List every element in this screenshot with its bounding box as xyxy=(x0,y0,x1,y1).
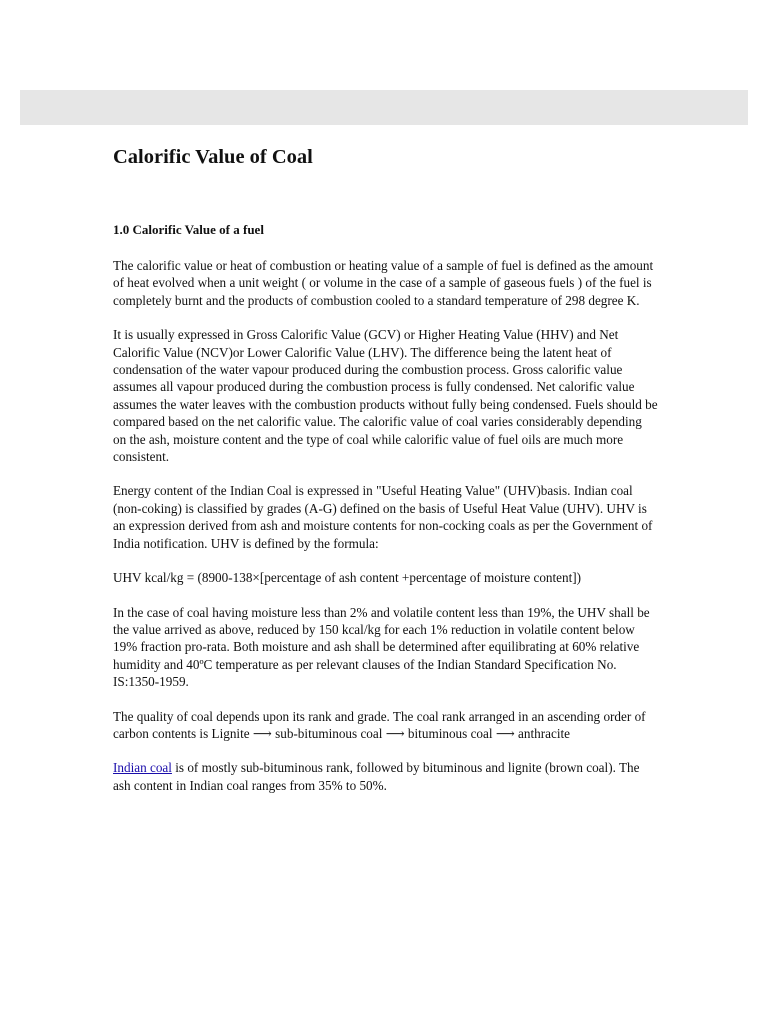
page-title: Calorific Value of Coal xyxy=(113,146,313,168)
paragraph-definition: The calorific value or heat of combustion or heating value of a sample of fuel is defined as the amount of heat evolved when a unit weight ( or volume in the case of a sample of gaseous fuels ) of the fuel is completely burnt and the products of combustion cooled to a standard temperature of 298 degree K. xyxy=(113,258,654,308)
paragraph-moisture: In the case of coal having moisture less than 2% and volatile content less than 19%, the UHV shall be the value arrived as above, reduced by 150 kcal/kg for each 1% reduction in volatile content below 19% fraction pro-rata. Both moisture and ash shall be determined after equilibrating at 60% relative humidity and 40ºC temperature as per relevant clauses of the Indian Standard Specification No. IS:1350-1959. xyxy=(113,604,650,690)
paragraph-indian-coal xyxy=(113,759,658,794)
section-heading: 1.0 Calorific Value of a fuel xyxy=(113,222,264,237)
indian-coal-link[interactable]: Indian coal xyxy=(113,760,172,776)
paragraph-uhv-formula: UHV kcal/kg = (8900-138×[percentage of ash content +percentage of moisture content]) xyxy=(113,570,582,586)
paragraph-coal-rank: The quality of coal depends upon its rank and grade. The coal rank arranged in an ascending order of carbon contents is Lignite ⟶ sub-bituminous coal ⟶ bituminous coal ⟶ anthracite xyxy=(113,708,646,741)
document-body xyxy=(113,142,658,794)
top-banner-bar xyxy=(20,90,748,125)
paragraph-uhv: Energy content of the Indian Coal is expressed in "Useful Heating Value" (UHV)basis. Indian coal (non-coking) is classified by grades (A-G) defined on the basis of Useful Heat Value (UHV). UHV is an expression derived from ash and moisture contents for non-cocking coals as per the Government of India notification. UHV is defined by the formula: xyxy=(113,483,653,551)
paragraph-indian-coal-text: is of mostly sub-bituminous rank, followed by bituminous and lignite (brown coal). The ash content in Indian coal ranges from 35% to 50%. xyxy=(113,760,640,793)
paragraph-gcv-ncv: It is usually expressed in Gross Calorific Value (GCV) or Higher Heating Value (HHV) and Net Calorific Value (NCV)or Lower Calorific Value (LHV). The difference being the latent heat of condensation of the water vapour produced during the combustion process. Gross calorific value assumes all vapour produced during the combustion process is fully condensed. Net calorific value assumes the water leaves with the combustion products without fully being condensed. Fuels should be compared based on the net calorific value. The calorific value of coal varies considerably depending on the ash, moisture content and the type of coal while calorific value of fuel oils are much more consistent. xyxy=(113,327,658,465)
